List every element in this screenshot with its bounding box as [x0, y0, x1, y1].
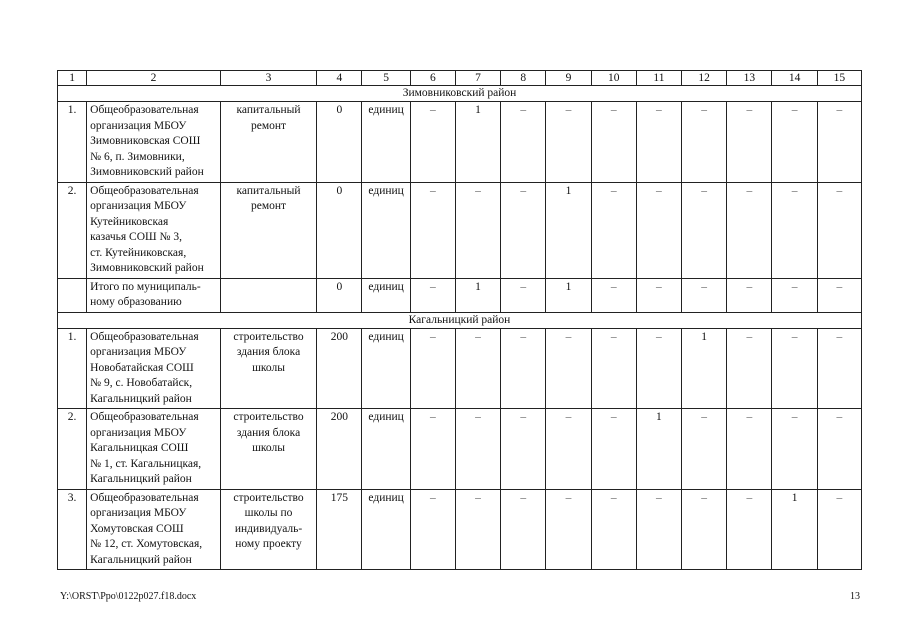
unit-label — [362, 182, 410, 278]
column-number-text: 8 — [520, 72, 527, 84]
row-number — [58, 409, 87, 490]
row-number-text: 1. — [67, 330, 77, 343]
row-number — [58, 278, 87, 312]
year-value-text: – — [520, 184, 527, 197]
year-value — [455, 182, 500, 278]
year-value-text: – — [520, 280, 527, 293]
column-number-text: 11 — [653, 72, 665, 84]
year-value — [772, 102, 817, 183]
year-value — [817, 328, 861, 409]
year-value — [636, 328, 681, 409]
organization-name-line: организация МБОУ — [90, 200, 187, 212]
year-value — [817, 182, 861, 278]
year-value-text: – — [746, 330, 753, 343]
year-value-text: – — [791, 411, 798, 423]
year-value — [591, 409, 636, 490]
year-value-text: – — [520, 491, 527, 504]
organization-name-line: организация МБОУ — [90, 119, 187, 132]
organization-name-line: казачья СОШ № 3, — [90, 231, 182, 243]
year-value-text: – — [475, 411, 481, 423]
year-value-text: – — [565, 411, 572, 423]
district-row — [58, 86, 862, 102]
unit-label-text: единиц — [368, 330, 404, 343]
capacity-value — [317, 182, 362, 278]
column-number — [410, 71, 455, 86]
year-value-text: – — [429, 411, 436, 423]
organization-name-line: организация МБОУ — [90, 507, 187, 519]
year-value-text: – — [836, 330, 843, 343]
column-number — [682, 71, 727, 86]
year-value — [817, 102, 861, 183]
year-value — [636, 102, 681, 183]
column-number — [727, 71, 772, 86]
year-value-text: – — [656, 280, 662, 293]
year-value — [501, 489, 546, 570]
row-number — [58, 328, 87, 409]
year-value — [546, 409, 591, 490]
organization-name-line: Общеобразовательная — [90, 491, 199, 504]
column-number — [501, 71, 546, 86]
year-value — [410, 278, 455, 312]
year-value — [727, 182, 772, 278]
column-number-text: 13 — [743, 72, 756, 84]
unit-label-text: единиц — [368, 411, 404, 423]
work-type — [220, 182, 316, 278]
year-value — [682, 102, 727, 183]
year-value — [410, 182, 455, 278]
column-number — [817, 71, 861, 86]
organization-name — [87, 409, 221, 490]
column-number — [772, 71, 817, 86]
work-type-line: капитальный — [236, 104, 301, 116]
unit-label — [362, 409, 410, 490]
work-type — [220, 328, 316, 409]
year-value-text: – — [565, 491, 572, 504]
organization-name-line: Общеобразовательная — [90, 411, 199, 423]
year-value-text: – — [836, 280, 843, 293]
year-value — [727, 328, 772, 409]
table-row — [58, 182, 862, 278]
column-number — [455, 71, 500, 86]
year-value — [501, 182, 546, 278]
year-value — [682, 328, 727, 409]
page-number: 13 — [850, 591, 860, 602]
organization-name-line: Зимовниковская СОШ — [90, 135, 201, 147]
unit-label-text: единиц — [368, 184, 404, 197]
column-number — [317, 71, 362, 86]
work-type — [220, 102, 316, 183]
capacity-value-text: 200 — [330, 411, 348, 423]
year-value-text: – — [701, 184, 708, 197]
work-type-line: строительство — [233, 411, 304, 423]
year-value — [410, 409, 455, 490]
year-value-text: – — [701, 104, 708, 116]
year-value-text: 1 — [701, 330, 708, 343]
year-value — [591, 278, 636, 312]
year-value — [410, 489, 455, 570]
year-value — [455, 102, 500, 183]
column-number-text: 2 — [150, 72, 157, 84]
year-value — [455, 489, 500, 570]
year-value — [591, 328, 636, 409]
organization-name-line: № 1, ст. Кагальницкая, — [90, 457, 202, 470]
year-value — [727, 489, 772, 570]
table-row — [58, 328, 862, 409]
table-row — [58, 278, 862, 312]
year-value — [772, 182, 817, 278]
district-title: Зимовниковский район — [58, 86, 862, 102]
year-value — [455, 328, 500, 409]
year-value-text: – — [836, 184, 843, 197]
column-number-text: 7 — [475, 72, 481, 84]
program-table — [57, 70, 862, 570]
unit-label — [362, 102, 410, 183]
year-value — [636, 409, 681, 490]
work-type-line: ремонт — [251, 119, 287, 132]
year-value — [501, 102, 546, 183]
year-value-text: – — [656, 184, 662, 197]
year-value-text: – — [610, 491, 617, 504]
organization-name — [87, 102, 221, 183]
work-type-line: индивидуаль- — [234, 522, 303, 535]
work-type-line: ремонт — [251, 200, 287, 212]
organization-name — [87, 182, 221, 278]
year-value-text: – — [701, 491, 708, 504]
organization-name-line: Зимовниковский район — [90, 166, 204, 178]
year-value-text: – — [791, 104, 798, 116]
organization-name — [87, 489, 221, 570]
row-number — [58, 489, 87, 570]
year-value-text: 1 — [656, 411, 662, 423]
year-value — [501, 328, 546, 409]
year-value-text: – — [429, 330, 436, 343]
organization-name-line: Кутейниковская — [90, 215, 169, 228]
organization-name-line: Зимовниковский район — [90, 262, 204, 274]
year-value — [682, 182, 727, 278]
column-number — [362, 71, 410, 86]
year-value-text: 1 — [475, 280, 481, 293]
year-value — [546, 278, 591, 312]
year-value-text: – — [565, 104, 572, 116]
year-value-text: – — [610, 411, 617, 423]
column-number — [546, 71, 591, 86]
year-value-text: – — [475, 330, 481, 343]
year-value — [501, 409, 546, 490]
organization-name-line: Кагальницкий район — [90, 473, 192, 485]
column-number-text: 5 — [383, 72, 389, 84]
year-value-text: 1 — [565, 280, 572, 293]
organization-name — [87, 328, 221, 409]
unit-label-text: единиц — [368, 280, 404, 293]
organization-name-line: Общеобразовательная — [90, 330, 199, 343]
file-path: Y:\ORST\Ppo\0122p027.f18.docx — [60, 591, 197, 602]
year-value-text: – — [701, 280, 708, 293]
column-number — [58, 71, 87, 86]
year-value — [817, 489, 861, 570]
district-title: Кагальницкий район — [58, 312, 862, 328]
year-value-text: – — [610, 280, 617, 293]
column-number — [636, 71, 681, 86]
organization-name-line: Итого по муниципаль- — [90, 280, 201, 293]
year-value-text: 1 — [565, 184, 572, 197]
year-value — [591, 102, 636, 183]
year-value-text: – — [429, 491, 436, 504]
year-value — [682, 278, 727, 312]
unit-label-text: единиц — [368, 491, 404, 504]
year-value — [727, 409, 772, 490]
capacity-value-text: 175 — [330, 491, 348, 504]
column-number-text: 3 — [265, 72, 272, 84]
organization-name-line: ному образованию — [90, 296, 182, 308]
year-value-text: – — [656, 491, 662, 504]
year-value-text: – — [701, 411, 708, 423]
year-value — [727, 102, 772, 183]
year-value-text: 1 — [791, 491, 798, 504]
year-value-text: – — [836, 491, 843, 504]
organization-name-line: № 9, с. Новобатайск, — [90, 377, 193, 389]
year-value-text: – — [520, 411, 527, 423]
year-value-text: – — [475, 491, 481, 504]
column-number — [591, 71, 636, 86]
year-value — [636, 278, 681, 312]
work-type-line: строительство — [233, 491, 304, 504]
column-number-text: 4 — [336, 72, 343, 84]
year-value-text: – — [791, 280, 798, 293]
year-value-text: – — [610, 184, 617, 197]
year-value — [772, 409, 817, 490]
work-type-line: школы по — [244, 507, 293, 519]
unit-label — [362, 328, 410, 409]
capacity-value — [317, 102, 362, 183]
work-type-line: здания блока — [236, 346, 301, 358]
year-value — [772, 489, 817, 570]
year-value-text: – — [656, 330, 662, 343]
year-value-text: – — [746, 104, 753, 116]
capacity-value-text: 0 — [336, 184, 343, 197]
capacity-value — [317, 278, 362, 312]
year-value — [501, 278, 546, 312]
year-value — [636, 489, 681, 570]
year-value-text: – — [791, 330, 798, 343]
work-type — [220, 278, 316, 312]
year-value-text: – — [565, 330, 572, 343]
year-value — [682, 489, 727, 570]
table-row — [58, 409, 862, 490]
year-value-text: – — [520, 104, 527, 116]
organization-name-line: организация МБОУ — [90, 426, 187, 439]
organization-name-line: Кагальницкий район — [90, 392, 192, 405]
row-number — [58, 102, 87, 183]
work-type-line: здания блока — [236, 426, 301, 439]
organization-name-line: Кагальницкая СОШ — [90, 442, 189, 454]
organization-name-line: Хомутовская СОШ — [90, 522, 184, 535]
year-value-text: 1 — [475, 104, 481, 116]
district-row — [58, 312, 862, 328]
column-number-text: 15 — [833, 72, 846, 84]
organization-name — [87, 278, 221, 312]
year-value-text: – — [791, 184, 798, 197]
organization-name-line: Новобатайская СОШ — [90, 361, 194, 374]
year-value-text: – — [610, 330, 617, 343]
year-value-text: – — [429, 184, 436, 197]
year-value — [772, 328, 817, 409]
year-value — [546, 328, 591, 409]
row-number-text: 3. — [67, 491, 77, 504]
work-type — [220, 489, 316, 570]
row-number — [58, 182, 87, 278]
year-value-text: – — [656, 104, 662, 116]
column-number-text: 9 — [565, 72, 572, 84]
year-value — [636, 182, 681, 278]
year-value — [817, 278, 861, 312]
capacity-value — [317, 409, 362, 490]
year-value — [410, 328, 455, 409]
column-number — [87, 71, 221, 86]
capacity-value-text: 0 — [336, 280, 343, 293]
work-type-line: строительство — [233, 330, 304, 343]
unit-label — [362, 489, 410, 570]
year-value — [772, 278, 817, 312]
year-value-text: – — [746, 411, 753, 423]
column-number-text: 10 — [607, 72, 620, 84]
year-value-text: – — [475, 184, 481, 197]
work-type-line: школы — [252, 442, 285, 454]
column-number-text: 1 — [69, 72, 75, 84]
unit-label — [362, 278, 410, 312]
year-value-text: – — [429, 104, 436, 116]
work-type — [220, 409, 316, 490]
row-number-text: 2. — [67, 411, 77, 423]
organization-name-line: Общеобразовательная — [90, 104, 199, 116]
row-number-text: 2. — [67, 184, 77, 197]
year-value-text: – — [746, 280, 753, 293]
capacity-value — [317, 328, 362, 409]
year-value-text: – — [610, 104, 617, 116]
year-value-text: – — [429, 280, 436, 293]
year-value-text: – — [836, 104, 843, 116]
capacity-value — [317, 489, 362, 570]
organization-name-line: № 6, п. Зимовники, — [90, 150, 185, 163]
column-number-text: 14 — [788, 72, 801, 84]
year-value — [546, 102, 591, 183]
year-value — [591, 182, 636, 278]
table-row — [58, 489, 862, 570]
table-row — [58, 102, 862, 183]
year-value-text: – — [746, 184, 753, 197]
year-value — [591, 489, 636, 570]
year-value — [546, 182, 591, 278]
organization-name-line: ст. Кутейниковская, — [90, 246, 187, 259]
year-value — [727, 278, 772, 312]
work-type-line: капитальный — [236, 184, 301, 197]
year-value-text: – — [746, 491, 753, 504]
column-number-text: 12 — [698, 72, 710, 84]
year-value-text: – — [836, 411, 843, 423]
year-value — [817, 409, 861, 490]
column-number-text: 6 — [429, 72, 436, 84]
year-value-text: – — [520, 330, 527, 343]
work-type-line: ному проекту — [235, 538, 302, 550]
work-type-line: школы — [252, 361, 285, 374]
column-number-row — [58, 71, 862, 86]
year-value — [410, 102, 455, 183]
column-number — [220, 71, 316, 86]
unit-label-text: единиц — [368, 104, 404, 116]
capacity-value-text: 200 — [330, 330, 348, 343]
organization-name-line: № 12, ст. Хомутовская, — [90, 538, 203, 550]
year-value — [455, 278, 500, 312]
row-number-text: 1. — [67, 104, 77, 116]
organization-name-line: организация МБОУ — [90, 346, 187, 358]
organization-name-line: Кагальницкий район — [90, 553, 192, 566]
year-value — [682, 409, 727, 490]
organization-name-line: Общеобразовательная — [90, 184, 199, 197]
year-value — [546, 489, 591, 570]
capacity-value-text: 0 — [336, 104, 343, 116]
year-value — [455, 409, 500, 490]
